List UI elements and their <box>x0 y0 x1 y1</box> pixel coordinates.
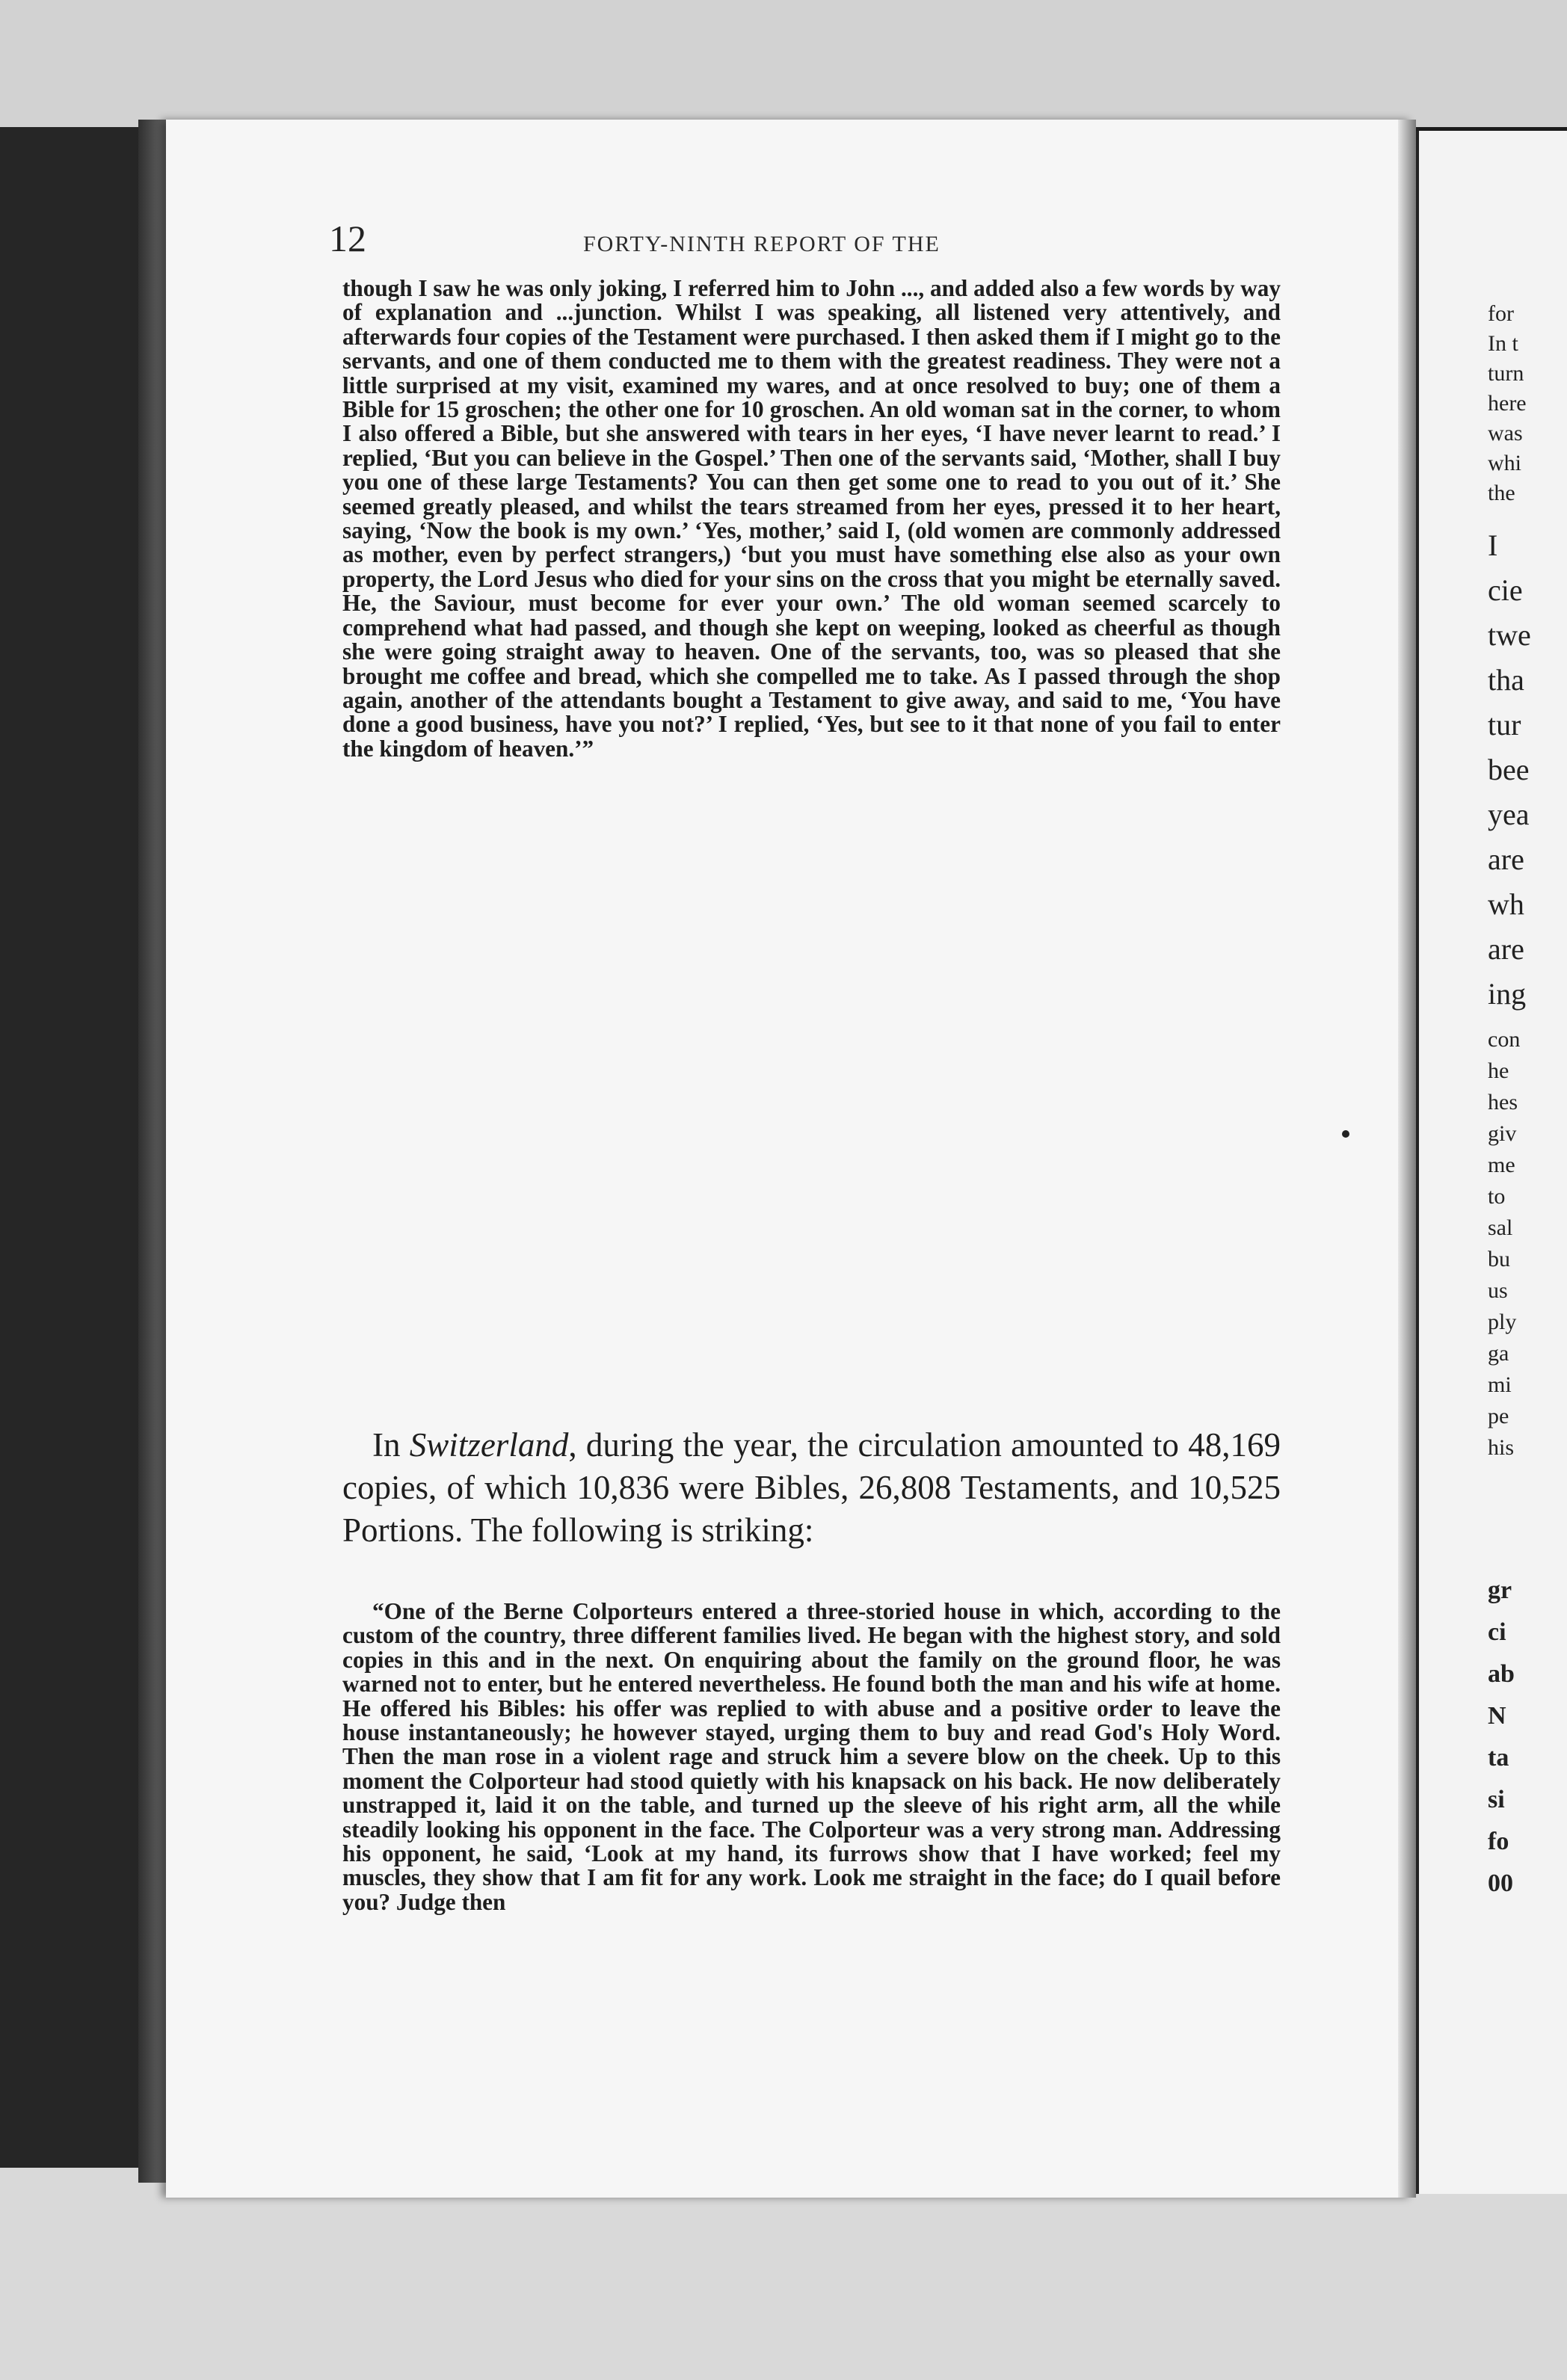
para2-lead: In <box>372 1426 410 1464</box>
facing-page-line: pe <box>1488 1404 1509 1428</box>
page-header <box>329 217 1316 260</box>
page-number: 12 <box>329 218 366 259</box>
facing-page-line: ing <box>1488 977 1527 1011</box>
facing-page-line: me <box>1488 1153 1515 1177</box>
facing-page-line: here <box>1488 391 1527 416</box>
facing-page-fragments-3 <box>1488 1024 1520 1464</box>
facing-page-line: ply <box>1488 1310 1517 1334</box>
facing-page-line: hes <box>1488 1090 1518 1115</box>
paragraph-2 <box>342 1424 1281 1552</box>
facing-page-fragments-2 <box>1488 523 1531 1017</box>
facing-page-line: whi <box>1488 451 1521 475</box>
facing-page-line: giv <box>1488 1121 1517 1146</box>
ink-speck <box>1342 1130 1349 1138</box>
facing-page-line: ci <box>1488 1618 1506 1646</box>
facing-page-line: turn <box>1488 361 1524 386</box>
running-title: FORTY-NINTH REPORT OF THE <box>583 232 940 256</box>
facing-page-line: bu <box>1488 1247 1510 1271</box>
facing-page-line: he <box>1488 1058 1509 1083</box>
switzerland-summary <box>342 1424 1281 1552</box>
facing-page-line: are <box>1488 932 1524 966</box>
facing-page-line: us <box>1488 1278 1508 1303</box>
quoted-account-berne <box>342 1600 1281 1914</box>
facing-page-line: ga <box>1488 1341 1509 1366</box>
facing-page-line: con <box>1488 1027 1521 1052</box>
facing-page-line: sal <box>1488 1215 1513 1240</box>
facing-page-line: are <box>1488 842 1524 876</box>
facing-page-line: si <box>1488 1786 1505 1813</box>
paragraph-3: “One of the Berne Colporteurs entered a three-storied house in which, according to the custom of the country, three different families lived. He began with the highest story, and sold copies in this and in the next. On enquiring about the family on the ground floor, he was warned not to enter, but he entered nevertheless. He found both the man and his wife at home. He offered his Bibles: his offer was replied to with abuse and a positive order to leave the house instantaneously; he however stayed, urging them to buy and read God's Holy Word. Then the man rose in a violent rage and struck him a severe blow on the cheek. Up to this moment the Colporteur had stood quietly with his knapsack on his back. He now deliberately unstrapped it, laid it on the table, and turned up the sleeve of his right arm, all the while steadily looking his opponent in the face. The Colporteur was a very strong man. Addressing his opponent, he said, ‘Look at my hand, its furrows show that I have worked; feel my muscles, they show that I am fit for any work. Look me straight in the face; do I quail before you? Judge then <box>342 1598 1281 1915</box>
facing-page-line: N <box>1488 1702 1506 1730</box>
quoted-account-germany <box>342 277 1281 761</box>
paragraph-1: though I saw he was only joking, I referred him to John ..., and added also a few words by way of explanation and ...junction. Whilst I was speaking, all listened very attentively, and afterwards four copies of the Testament were purchased. I then asked them if I might go to the servants, and one of them conducted me to them with the greatest readiness. They were not a little surprised at my visit, examined my wares, and at once resolved to buy; one of them a Bible for 15 groschen; the other one for 10 groschen. An old woman sat in the corner, to whom I also offered a Bible, but she answered with tears in her eyes, ‘I have never learnt to read.’ I replied, ‘But you can believe in the Gospel.’ Then one of the servants said, ‘Mother, shall I buy you one of these large Testaments? You can then get some one to read to you out of it.’ She seemed greatly pleased, and whilst the tears streamed from her eyes, pressed it to her heart, saying, ‘Now the book is my own.’ ‘Yes, mother,’ said I, (old women are commonly addressed as mother, even by perfect strangers,) ‘but you must have something else also as your own property, the Lord Jesus who died for your sins on the cross that you might be eternally saved. He, the Saviour, must become for ever your own.’ The old woman seemed scarcely to comprehend what had passed, and though she kept on weeping, looked as cheerful as though she were going straight away to heaven. One of the servants, too, was so pleased that she brought me coffee and bread, which she compelled me to take. As I passed through the shop again, another of the attendants bought a Testament to give away, and said to me, ‘You have done a good business, have you not?’ I replied, ‘Yes, but see to it that none of you fail to enter the kingdom of heaven.’” <box>342 275 1281 762</box>
facing-page-line: mi <box>1488 1372 1512 1397</box>
facing-page-line: tha <box>1488 663 1524 697</box>
facing-page-line: yea <box>1488 798 1530 831</box>
facing-page-fragments-1 <box>1488 299 1527 508</box>
facing-page-fragments-4 <box>1488 1570 1515 1905</box>
para2-rest: , during the year, the circulation amounted to 48,169 copies, of which 10,836 were Bibles, 26,808 Testaments, and 10,525 Portions. The following is striking: <box>342 1426 1281 1549</box>
facing-page-line: his <box>1488 1435 1515 1460</box>
facing-page-line: the <box>1488 481 1515 505</box>
facing-page-line: In t <box>1488 331 1518 356</box>
facing-page-line: gr <box>1488 1576 1512 1604</box>
scan-background-left <box>0 127 157 2380</box>
book-gutter <box>1398 120 1416 2198</box>
facing-page-line: twe <box>1488 618 1531 652</box>
place-name: Switzerland <box>409 1426 569 1464</box>
facing-page-line: I <box>1488 528 1498 562</box>
facing-page-line: to <box>1488 1184 1506 1209</box>
facing-page-line: bee <box>1488 753 1530 786</box>
scan-background-top <box>0 0 1567 127</box>
facing-page-line: ta <box>1488 1744 1509 1772</box>
facing-page-line: wh <box>1488 887 1524 921</box>
scan-background-bottom <box>0 2168 1567 2380</box>
facing-page-line: 00 <box>1488 1869 1513 1897</box>
facing-page-line: for <box>1488 301 1514 326</box>
facing-page-line: ab <box>1488 1660 1515 1688</box>
facing-page-line: was <box>1488 421 1523 446</box>
facing-page-line: fo <box>1488 1828 1509 1855</box>
facing-page-line: tur <box>1488 708 1521 742</box>
facing-page-line: cie <box>1488 573 1523 607</box>
